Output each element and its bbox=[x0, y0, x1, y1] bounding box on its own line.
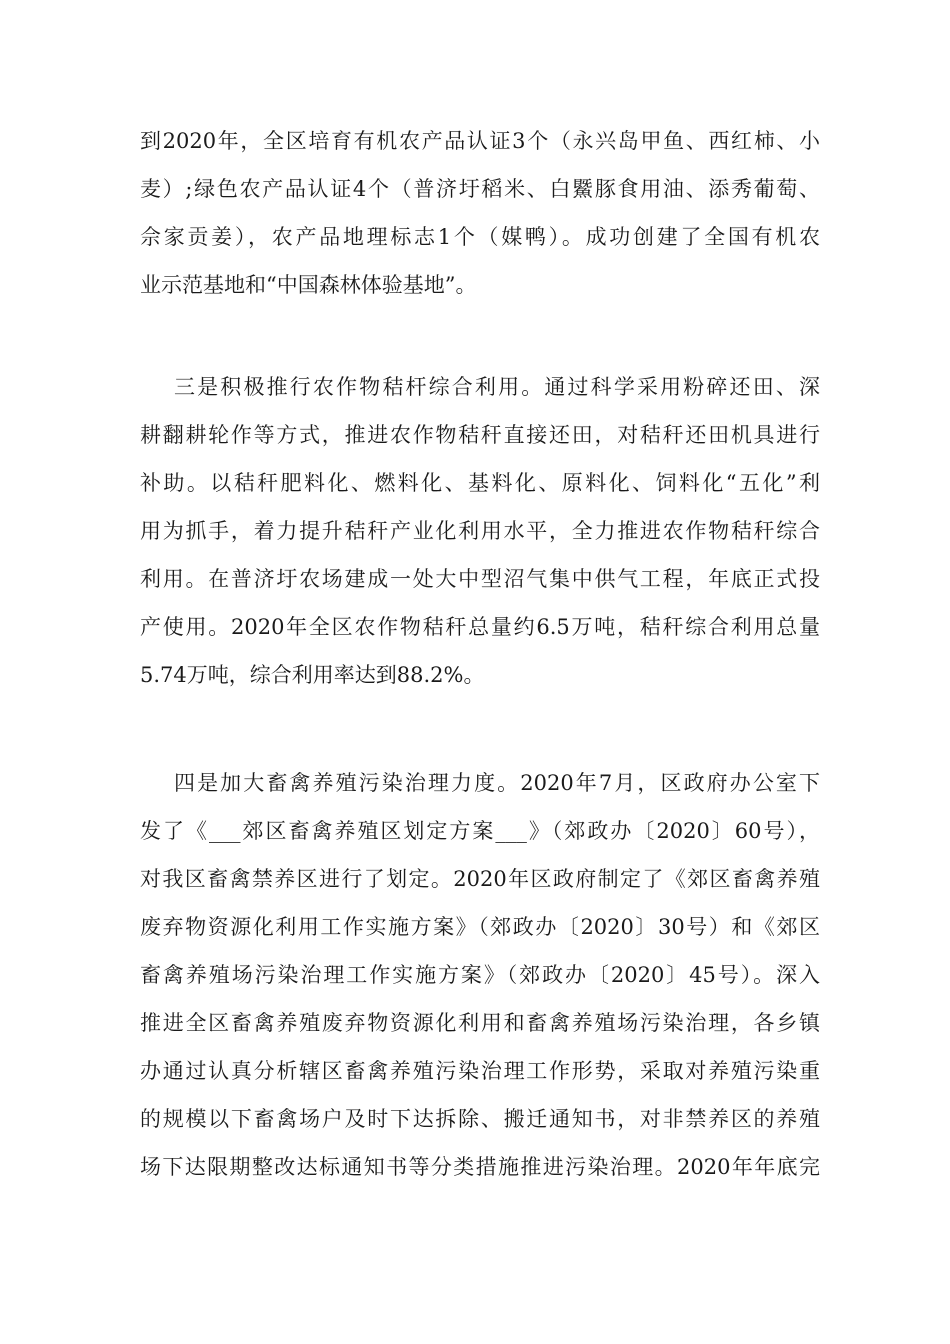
paragraph-line: 麦）;绿色农产品认证4个（普济圩稻米、白鱀豚食用油、添秀葡萄、 bbox=[140, 177, 820, 201]
paragraph-line: 产使用。2020年全区农作物秸秆总量约6.5万吨，秸秆综合利用总量 bbox=[140, 615, 820, 639]
paragraph-line: 到2020年，全区培育有机农产品认证3个（永兴岛甲鱼、西红柿、小 bbox=[140, 129, 820, 153]
paragraph-line: 办通过认真分析辖区畜禽养殖污染治理工作形势，采取对养殖污染重 bbox=[140, 1059, 820, 1083]
paragraph-line: 补助。以秸秆肥料化、燃料化、基料化、原料化、饲料化“五化”利 bbox=[140, 471, 820, 495]
paragraph-line: 利用。在普济圩农场建成一处大中型沼气集中供气工程，年底正式投 bbox=[140, 567, 820, 591]
paragraph-line: 废弃物资源化利用工作实施方案》（郊政办〔2020〕30号）和《郊区 bbox=[140, 915, 820, 939]
paragraph-line: 对我区畜禽禁养区进行了划定。2020年区政府制定了《郊区畜禽养殖 bbox=[140, 867, 820, 891]
paragraph-line: 5.74万吨，综合利用率达到88.2%。 bbox=[140, 663, 485, 687]
paragraph-line: 的规模以下畜禽场户及时下达拆除、搬迁通知书，对非禁养区的养殖 bbox=[140, 1107, 820, 1131]
paragraph-line: 畜禽养殖场污染治理工作实施方案》（郊政办〔2020〕45号）。深入 bbox=[140, 963, 820, 987]
paragraph-line: 业示范基地和“中国森林体验基地”。 bbox=[140, 273, 477, 297]
paragraph-line: 四是加大畜禽养殖污染治理力度。2020年7月，区政府办公室下 bbox=[174, 771, 820, 795]
paragraph-line: 耕翻耕轮作等方式，推进农作物秸秆直接还田，对秸秆还田机具进行 bbox=[140, 423, 820, 447]
paragraph-line: 发了《___郊区畜禽养殖区划定方案___》（郊政办〔2020〕60号）， bbox=[140, 819, 820, 843]
paragraph-line: 佘家贡姜），农产品地理标志1个（媒鸭）。成功创建了全国有机农 bbox=[140, 225, 820, 249]
paragraph-line: 推进全区畜禽养殖废弃物资源化利用和畜禽养殖场污染治理，各乡镇 bbox=[140, 1011, 820, 1035]
paragraph-line: 三是积极推行农作物秸杆综合利用。通过科学采用粉碎还田、深 bbox=[174, 375, 820, 399]
paragraph-line: 用为抓手，着力提升秸秆产业化利用水平，全力推进农作物秸秆综合 bbox=[140, 519, 820, 543]
paragraph-line: 场下达限期整改达标通知书等分类措施推进污染治理。2020年年底完 bbox=[140, 1155, 820, 1179]
